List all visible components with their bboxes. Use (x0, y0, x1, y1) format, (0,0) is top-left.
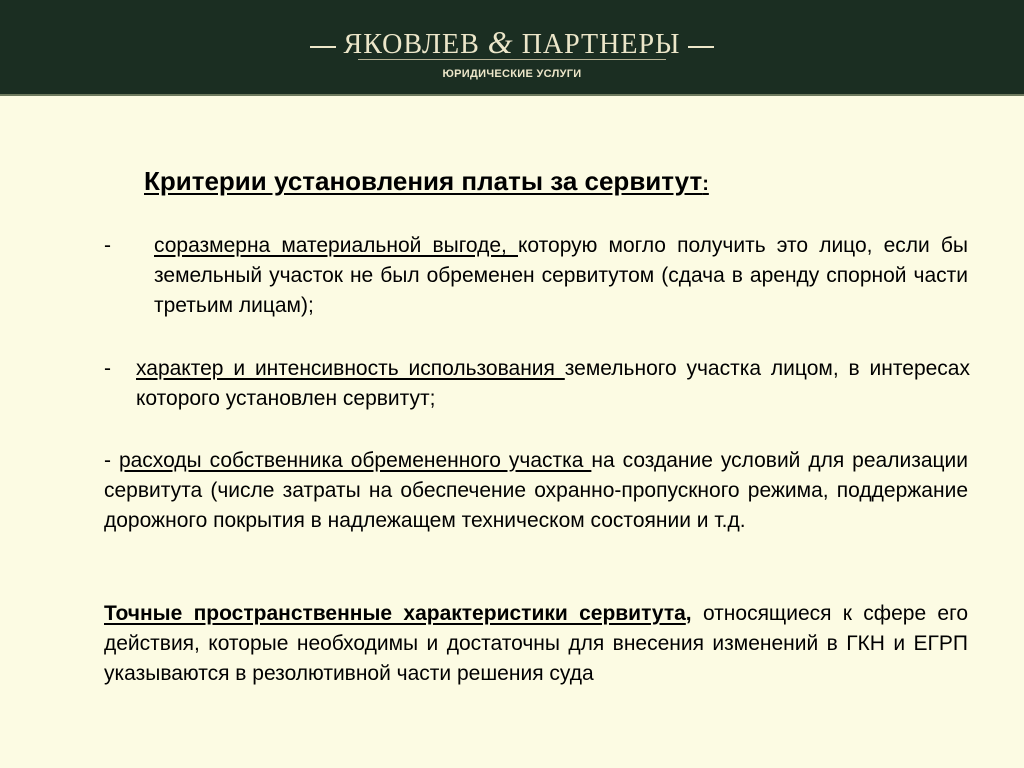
brand-logo (0, 24, 1024, 61)
brand-ampersand: & (487, 24, 514, 60)
logo-dash-right (688, 24, 714, 48)
page-title (144, 166, 709, 197)
bullet-mark-2: - (104, 357, 111, 380)
brand-tagline: ЮРИДИЧЕСКИЕ УСЛУГИ (442, 68, 582, 80)
final-bold-underlined: Точные пространственные характеристики сервитута (104, 602, 686, 625)
criterion-3-prefix: - (104, 449, 119, 472)
brand-name-right: ПАРТНЕРЫ (521, 29, 681, 60)
criterion-3-underlined: расходы собственника обремененного участка (118, 449, 592, 472)
brand-divider (358, 59, 666, 60)
final-text: относящиеся к сфере его действия, которые необходимы и достаточны для внесения изменений в ГКН и ЕГРП указываются в резолютивной части решения суда (104, 602, 968, 685)
logo-dash-left (310, 24, 336, 48)
criterion-item-2 (136, 354, 970, 414)
brand-name-left: ЯКОВЛЕВ (343, 29, 480, 60)
final-paragraph (104, 599, 968, 689)
criterion-1-text: которую могло получить это лицо, если бы земельный участок не был обременен сервитутом (сдача в аренду спорной части третьим лицам); (154, 234, 968, 317)
criterion-1-underlined: соразмерна материальной выгоде, (154, 234, 518, 257)
page-title-text: Критерии установления платы за сервитут (144, 166, 703, 196)
header-banner (0, 0, 1024, 96)
criterion-2-underlined: характер и интенсивность использования (136, 357, 565, 380)
criterion-item-3 (104, 446, 968, 536)
final-comma: , (685, 602, 692, 625)
criterion-item-1 (154, 231, 968, 321)
page-title-colon: : (702, 173, 709, 195)
bullet-mark-1: - (104, 234, 111, 257)
criterion-3-text: на создание условий для реализации сервитута (числе затраты на обеспечение охранно-пропускного режима, поддержание дорожного покрытия в надлежащем техническом состоянии и т.д. (104, 449, 968, 532)
criterion-2-text: земельного участка лицом, в интересах которого установлен сервитут; (136, 357, 970, 410)
